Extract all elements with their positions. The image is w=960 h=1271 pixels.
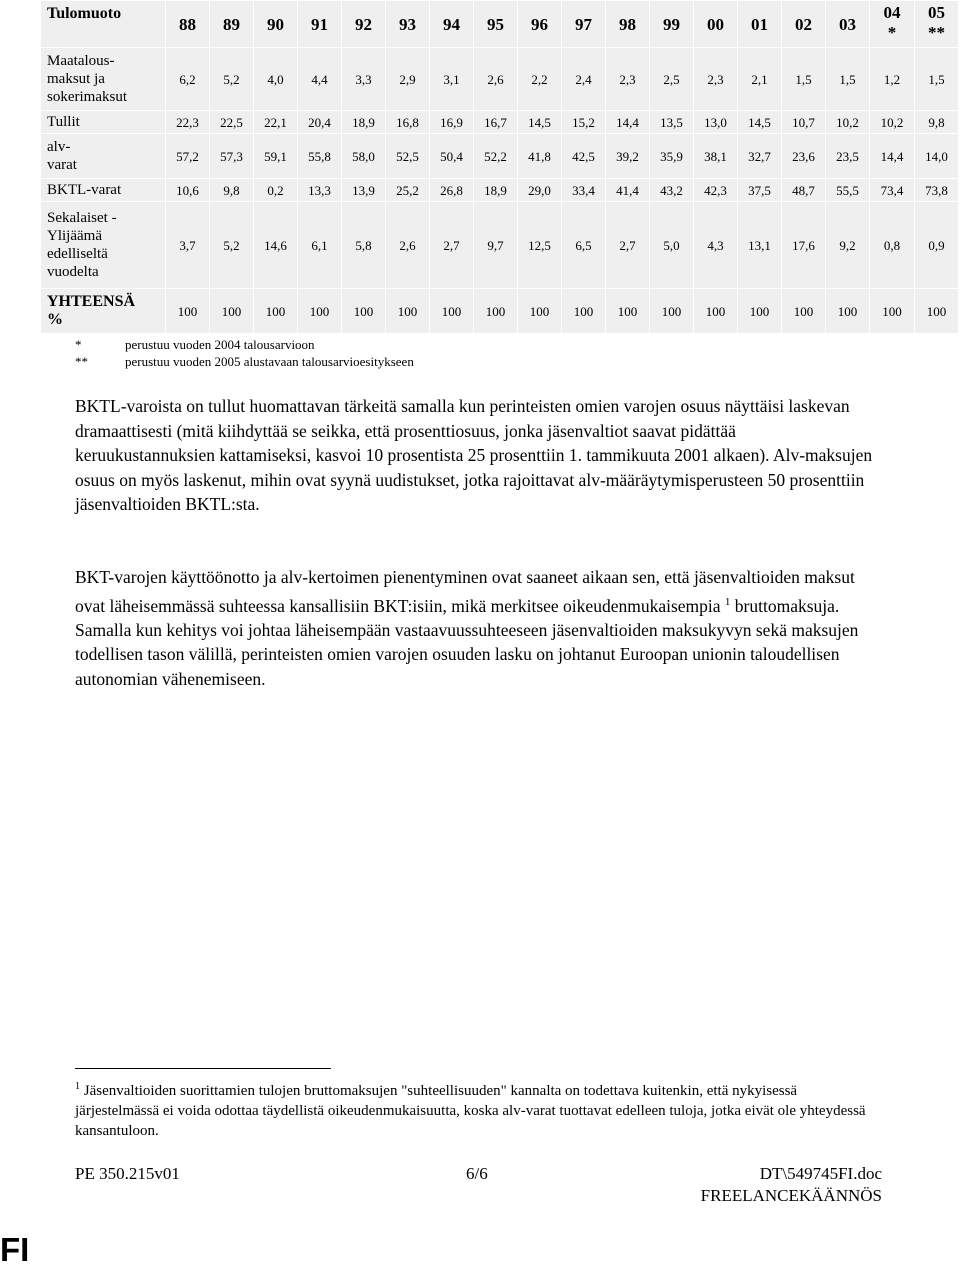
value-cell: 100 bbox=[915, 289, 959, 334]
value-cell: 48,7 bbox=[782, 179, 826, 202]
value-cell: 100 bbox=[254, 289, 298, 334]
value-cell: 2,7 bbox=[430, 202, 474, 289]
value-cell: 13,5 bbox=[650, 111, 694, 134]
value-cell: 2,1 bbox=[738, 48, 782, 111]
year-header-cell bbox=[915, 1, 959, 48]
value-cell: 22,1 bbox=[254, 111, 298, 134]
line: Sekalaiset - bbox=[47, 210, 117, 226]
value-cell: 73,8 bbox=[915, 179, 959, 202]
value-cell: 100 bbox=[386, 289, 430, 334]
year-header-cell: 89 bbox=[210, 1, 254, 48]
translation-note: FREELANCEKÄÄNNÖS bbox=[700, 1186, 882, 1205]
value-cell: 100 bbox=[298, 289, 342, 334]
note-text: perustuu vuoden 2004 talousarvioon bbox=[125, 337, 315, 352]
document-reference: PE 350.215v01 bbox=[75, 1164, 180, 1183]
year-header-cell: 02 bbox=[782, 1, 826, 48]
value-cell: 2,2 bbox=[518, 48, 562, 111]
value-cell: 0,8 bbox=[870, 202, 915, 289]
value-cell: 2,4 bbox=[562, 48, 606, 111]
value-cell: 9,2 bbox=[826, 202, 870, 289]
value-cell: 13,3 bbox=[298, 179, 342, 202]
value-cell: 26,8 bbox=[430, 179, 474, 202]
row-label-cell bbox=[41, 48, 166, 111]
footnote-text: Jäsenvaltioiden suorittamien tulojen bruttomaksujen "suhteellisuuden" kannalta on todettava kuitenkin, että nykyisessä järjestelmässä ei voida odottaa täydellistä oikeudenmukaisuutta, koska alv-varat tuottavat edelleen tuloja, jotka eivät ole yhteydessä kansantuloon. bbox=[75, 1083, 866, 1139]
value-cell: 10,6 bbox=[166, 179, 210, 202]
value-cell: 22,3 bbox=[166, 111, 210, 134]
file-name: DT\549745FI.doc bbox=[759, 1164, 882, 1183]
value-cell: 13,1 bbox=[738, 202, 782, 289]
value-cell: 16,9 bbox=[430, 111, 474, 134]
value-cell: 9,8 bbox=[210, 179, 254, 202]
value-cell: 16,8 bbox=[386, 111, 430, 134]
value-cell: 3,1 bbox=[430, 48, 474, 111]
value-cell: 100 bbox=[474, 289, 518, 334]
row-label-cell bbox=[41, 179, 166, 202]
table-row bbox=[41, 48, 959, 111]
value-cell: 2,6 bbox=[474, 48, 518, 111]
value-cell: 58,0 bbox=[342, 134, 386, 179]
language-code: FI bbox=[0, 1231, 30, 1268]
value-cell: 55,5 bbox=[826, 179, 870, 202]
value-cell: 41,4 bbox=[606, 179, 650, 202]
value-cell: 35,9 bbox=[650, 134, 694, 179]
year-header-cell: 00 bbox=[694, 1, 738, 48]
value-cell: 100 bbox=[518, 289, 562, 334]
year-header-cell: 01 bbox=[738, 1, 782, 48]
value-cell: 5,8 bbox=[342, 202, 386, 289]
value-cell: 100 bbox=[430, 289, 474, 334]
header-label-cell: Tulomuoto bbox=[41, 1, 166, 48]
value-cell: 0,9 bbox=[915, 202, 959, 289]
row-label-cell bbox=[41, 111, 166, 134]
value-cell: 1,5 bbox=[782, 48, 826, 111]
value-cell: 2,3 bbox=[606, 48, 650, 111]
value-cell: 5,0 bbox=[650, 202, 694, 289]
note-marker: ** bbox=[75, 354, 88, 369]
year-header-cell: 94 bbox=[430, 1, 474, 48]
year-header-cell: 97 bbox=[562, 1, 606, 48]
value-cell: 3,3 bbox=[342, 48, 386, 111]
value-cell: 9,8 bbox=[915, 111, 959, 134]
value-cell: 5,2 bbox=[210, 202, 254, 289]
year-header-cell: 88 bbox=[166, 1, 210, 48]
value-cell: 10,2 bbox=[826, 111, 870, 134]
value-cell: 15,2 bbox=[562, 111, 606, 134]
value-cell: 2,5 bbox=[650, 48, 694, 111]
value-cell: 3,7 bbox=[166, 202, 210, 289]
value-cell: 16,7 bbox=[474, 111, 518, 134]
value-cell: 14,6 bbox=[254, 202, 298, 289]
revenue-table-body bbox=[41, 1, 959, 334]
value-cell: 100 bbox=[210, 289, 254, 334]
value-cell: 10,2 bbox=[870, 111, 915, 134]
value-cell: 52,2 bbox=[474, 134, 518, 179]
value-cell: 100 bbox=[782, 289, 826, 334]
line: * bbox=[887, 23, 897, 42]
table-row bbox=[41, 111, 959, 134]
value-cell: 55,8 bbox=[298, 134, 342, 179]
value-cell: 38,1 bbox=[694, 134, 738, 179]
value-cell: 23,6 bbox=[782, 134, 826, 179]
value-cell: 57,2 bbox=[166, 134, 210, 179]
value-cell: 1,5 bbox=[826, 48, 870, 111]
table-row bbox=[41, 202, 959, 289]
value-cell: 12,5 bbox=[518, 202, 562, 289]
value-cell: 2,6 bbox=[386, 202, 430, 289]
table-row bbox=[41, 289, 959, 334]
value-cell: 2,7 bbox=[606, 202, 650, 289]
value-cell: 6,2 bbox=[166, 48, 210, 111]
value-cell: 18,9 bbox=[342, 111, 386, 134]
value-cell: 29,0 bbox=[518, 179, 562, 202]
table-row bbox=[41, 179, 959, 202]
value-cell: 23,5 bbox=[826, 134, 870, 179]
year-header-cell: 92 bbox=[342, 1, 386, 48]
value-cell: 14,5 bbox=[518, 111, 562, 134]
note-text: perustuu vuoden 2005 alustavaan talousarvioesitykseen bbox=[125, 354, 414, 369]
value-cell: 0,2 bbox=[254, 179, 298, 202]
body-paragraph: BKTL-varoista on tullut huomattavan tärkeitä samalla kun perinteisten omien varojen osuus näyttäisi laskevan dramaattisesti (mitä kiihdyttää se seikka, että prosenttiosuus, jonka jäsenvaltiot saavat pidättää keruukustannuksien kattamiseksi, kasvoi 10 prosentista 25 prosenttiin 1. tammikuuta 2001 alkaen). Alv-maksujen osuus on myös laskenut, mihin ovat syynä uudistukset, jotka rajoittavat alv-määräytymisperusteen 50 prosenttiin jäsenvaltioiden BKTL:sta. bbox=[75, 396, 873, 514]
year-header-cell: 98 bbox=[606, 1, 650, 48]
line: YHTEENSÄ bbox=[47, 293, 136, 310]
value-cell: 14,0 bbox=[915, 134, 959, 179]
value-cell: 2,3 bbox=[694, 48, 738, 111]
paragraph-text: bruttomaksuja. Samalla kun kehitys voi johtaa läheisempään vastaavuussuhteeseen jäsenvaltioiden maksukyvyn sekä maksujen todellisen tason välillä, perinteisten omien varojen osuuden lasku on johtanut Euroopan unionin taloudellisen autonomian vähenemiseen. bbox=[75, 595, 859, 689]
value-cell: 17,6 bbox=[782, 202, 826, 289]
line: vuodelta bbox=[47, 264, 99, 280]
table-row bbox=[41, 134, 959, 179]
year-header-cell: 96 bbox=[518, 1, 562, 48]
value-cell: 42,3 bbox=[694, 179, 738, 202]
value-cell: 14,5 bbox=[738, 111, 782, 134]
year-header-cell bbox=[870, 1, 915, 48]
file-reference bbox=[701, 1163, 882, 1207]
value-cell: 73,4 bbox=[870, 179, 915, 202]
line: % bbox=[47, 311, 63, 328]
body-paragraph bbox=[75, 565, 875, 691]
value-cell: 57,3 bbox=[210, 134, 254, 179]
value-cell: 100 bbox=[166, 289, 210, 334]
year-header-cell: 95 bbox=[474, 1, 518, 48]
year-header-cell: 93 bbox=[386, 1, 430, 48]
line: Ylijäämä bbox=[47, 228, 102, 244]
footnote-marker: 1 bbox=[75, 1081, 80, 1092]
value-cell: 59,1 bbox=[254, 134, 298, 179]
value-cell: 100 bbox=[562, 289, 606, 334]
value-cell: 100 bbox=[694, 289, 738, 334]
value-cell: 32,7 bbox=[738, 134, 782, 179]
line: 05 bbox=[928, 3, 945, 22]
value-cell: 39,2 bbox=[606, 134, 650, 179]
value-cell: 18,9 bbox=[474, 179, 518, 202]
value-cell: 6,1 bbox=[298, 202, 342, 289]
table-header-row bbox=[41, 1, 959, 48]
line: alv- bbox=[47, 139, 71, 155]
line: sokerimaksut bbox=[47, 89, 127, 105]
value-cell: 100 bbox=[342, 289, 386, 334]
value-cell: 42,5 bbox=[562, 134, 606, 179]
value-cell: 33,4 bbox=[562, 179, 606, 202]
value-cell: 14,4 bbox=[870, 134, 915, 179]
value-cell: 4,0 bbox=[254, 48, 298, 111]
row-label-cell bbox=[41, 134, 166, 179]
value-cell: 41,8 bbox=[518, 134, 562, 179]
value-cell: 5,2 bbox=[210, 48, 254, 111]
value-cell: 100 bbox=[826, 289, 870, 334]
line: maksut ja bbox=[47, 71, 105, 87]
value-cell: 25,2 bbox=[386, 179, 430, 202]
footnote-separator bbox=[75, 1068, 331, 1069]
year-header-cell: 90 bbox=[254, 1, 298, 48]
line: Tullit bbox=[47, 114, 80, 130]
value-cell: 1,2 bbox=[870, 48, 915, 111]
value-cell: 6,5 bbox=[562, 202, 606, 289]
value-cell: 20,4 bbox=[298, 111, 342, 134]
value-cell: 10,7 bbox=[782, 111, 826, 134]
value-cell: 50,4 bbox=[430, 134, 474, 179]
value-cell: 1,5 bbox=[915, 48, 959, 111]
year-header-cell: 91 bbox=[298, 1, 342, 48]
footnote-reference[interactable]: 1 bbox=[724, 595, 731, 608]
year-header-cell: 99 bbox=[650, 1, 694, 48]
value-cell: 22,5 bbox=[210, 111, 254, 134]
value-cell: 14,4 bbox=[606, 111, 650, 134]
value-cell: 100 bbox=[870, 289, 915, 334]
value-cell: 4,4 bbox=[298, 48, 342, 111]
row-label-cell bbox=[41, 202, 166, 289]
value-cell: 13,9 bbox=[342, 179, 386, 202]
row-label-cell bbox=[41, 289, 166, 334]
value-cell: 100 bbox=[738, 289, 782, 334]
line: ** bbox=[928, 23, 945, 42]
line: 04 bbox=[883, 3, 901, 22]
line: edelliseltä bbox=[47, 246, 108, 262]
value-cell: 100 bbox=[650, 289, 694, 334]
value-cell: 37,5 bbox=[738, 179, 782, 202]
note-marker: * bbox=[75, 337, 82, 352]
value-cell: 52,5 bbox=[386, 134, 430, 179]
line: BKTL-varat bbox=[47, 182, 122, 198]
value-cell: 4,3 bbox=[694, 202, 738, 289]
line: Maatalous- bbox=[47, 53, 115, 69]
value-cell: 13,0 bbox=[694, 111, 738, 134]
value-cell: 9,7 bbox=[474, 202, 518, 289]
revenue-table bbox=[40, 0, 959, 334]
line: varat bbox=[47, 157, 77, 173]
value-cell: 43,2 bbox=[650, 179, 694, 202]
footnote bbox=[75, 1077, 875, 1141]
page-number: 6/6 bbox=[466, 1164, 488, 1183]
value-cell: 2,9 bbox=[386, 48, 430, 111]
year-header-cell: 03 bbox=[826, 1, 870, 48]
paragraph-text: BKT-varojen käyttöönotto ja alv-kertoimen pienentyminen ovat saaneet aikaan sen, että jäsenvaltioiden maksut ovat läheisemmässä suhteessa kansallisiin BKT:isiin, mikä merkitsee oikeudenmukaisempia bbox=[75, 567, 855, 616]
value-cell: 100 bbox=[606, 289, 650, 334]
